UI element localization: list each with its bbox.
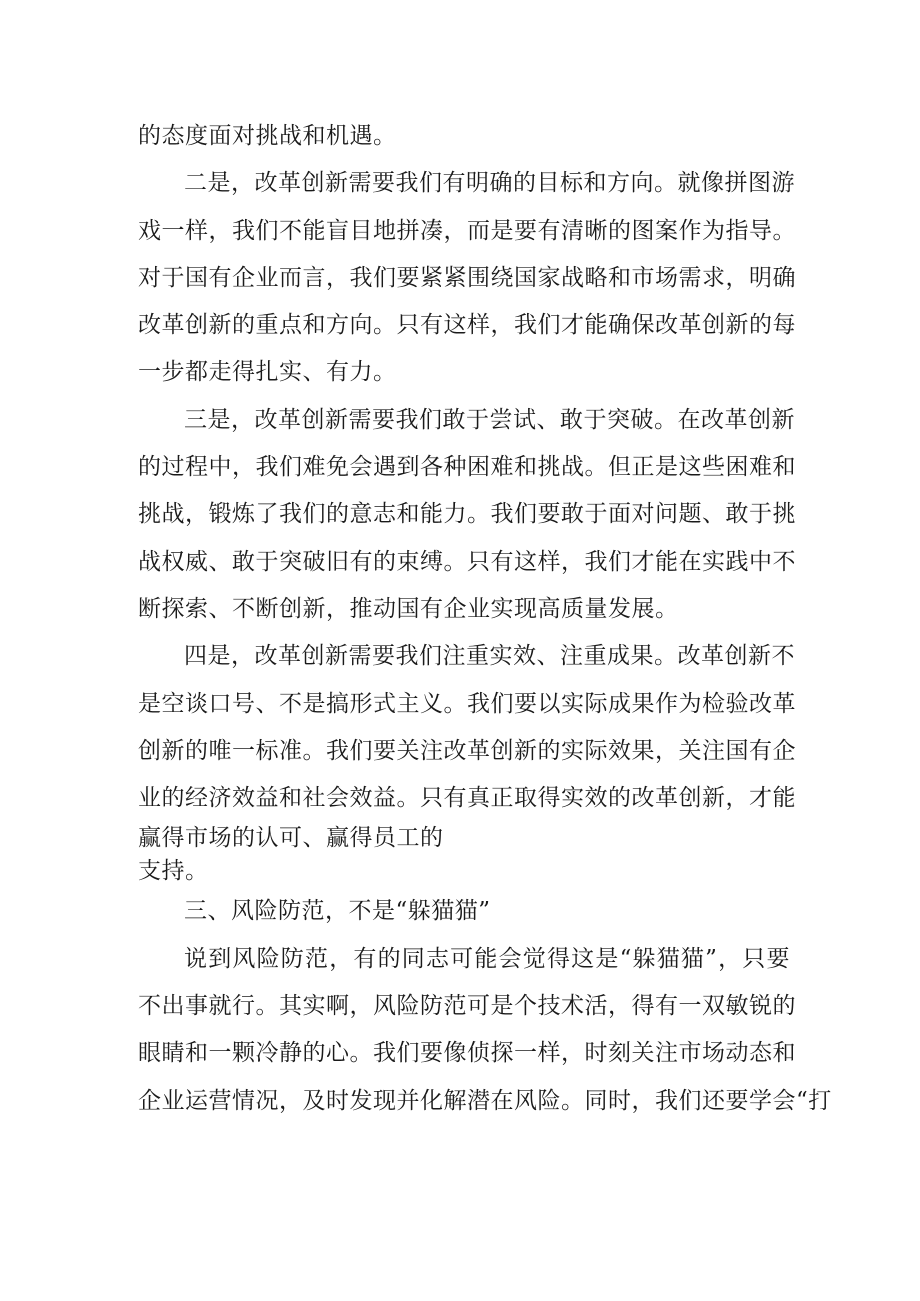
- text-line: 创新的唯一标准。我们要关注改革创新的实际效果，关注国有企: [138, 737, 796, 764]
- text-line: 赢得市场的认可、赢得员工的: [138, 825, 444, 852]
- text-line: 戏一样，我们不能盲目地拼凑，而是要有清晰的图案作为指导。: [138, 217, 796, 244]
- text-line: 企业运营情况，及时发现并化解潜在风险。同时，我们还要学会“打: [138, 1087, 832, 1114]
- paragraph-start-line: 三是，改革创新需要我们敢于尝试、敢于突破。在改革创新: [184, 406, 795, 433]
- paragraph-start-line: 二是，改革创新需要我们有明确的目标和方向。就像拼图游: [184, 170, 795, 197]
- text-line: 断探索、不断创新，推动国有企业实现高质量发展。: [138, 595, 679, 622]
- text-line: 挑战，锻炼了我们的意志和能力。我们要敢于面对问题、敢于挑: [138, 501, 796, 528]
- document-body: [138, 113, 832, 1125]
- text-line: 是空谈口号、不是搞形式主义。我们要以实际成果作为检验改革: [138, 690, 796, 717]
- text-line: 业的经济效益和社会效益。只有真正取得实效的改革创新，才能: [138, 785, 796, 812]
- paragraph-start-line: 说到风险防范，有的同志可能会觉得这是“躲猫猫”，只要: [184, 945, 790, 972]
- text-line: 对于国有企业而言，我们要紧紧围绕国家战略和市场需求，明确: [138, 264, 796, 291]
- text-line: 支持。: [138, 858, 209, 885]
- text-line: 战权威、敢于突破旧有的束缚。只有这样，我们才能在实践中不: [138, 548, 796, 575]
- text-line: 眼睛和一颗冷静的心。我们要像侦探一样，时刻关注市场动态和: [138, 1040, 796, 1067]
- text-line: 的态度面对挑战和机遇。: [138, 123, 397, 149]
- paragraph-start-line: 四是，改革创新需要我们注重实效、注重成果。改革创新不: [184, 643, 795, 670]
- text-line: 的过程中，我们难免会遇到各种困难和挑战。但正是这些困难和: [138, 454, 796, 481]
- text-line: 一步都走得扎实、有力。: [138, 359, 397, 386]
- section-heading: 三、风险防范，不是“躲猫猫”: [184, 898, 491, 925]
- text-line: 不出事就行。其实啊，风险防范可是个技术活，得有一双敏锐的: [138, 993, 796, 1020]
- text-line: 改革创新的重点和方向。只有这样，我们才能确保改革创新的每: [138, 312, 796, 339]
